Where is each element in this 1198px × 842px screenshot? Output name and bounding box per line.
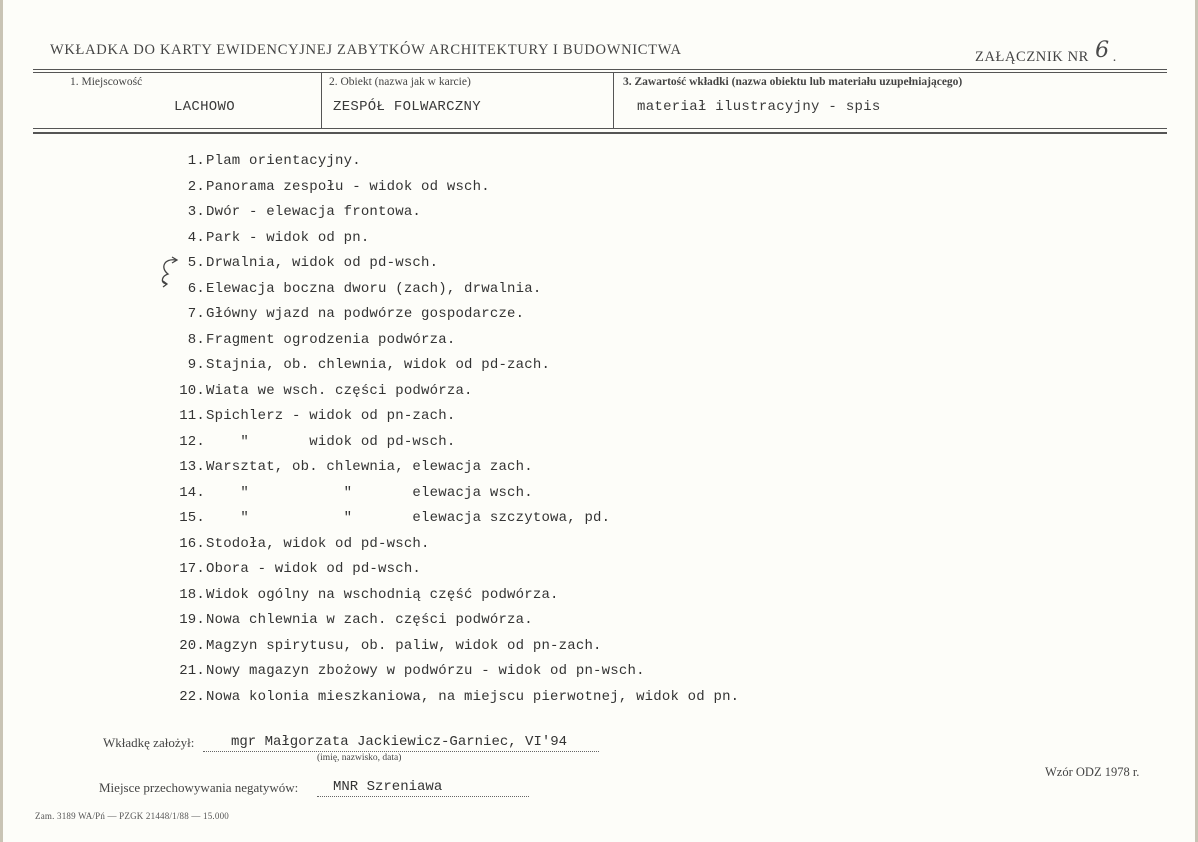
author-hint: (imię, nazwisko, data) bbox=[317, 753, 402, 763]
list-item: 6.Elewacja boczna dworu (zach), drwalnia. bbox=[187, 280, 542, 297]
list-item: 3.Dwór - elewacja frontowa. bbox=[187, 204, 422, 220]
list-item: 13.Warsztat, ob. chlewnia, elewacja zach. bbox=[179, 459, 533, 475]
swap-order-mark-icon bbox=[154, 254, 184, 294]
list-item: 18.Widok ogólny na wschodnią część podwórza. bbox=[179, 586, 559, 603]
annex-label bbox=[975, 38, 1117, 67]
content-value: materiał ilustracyjny - spis bbox=[637, 99, 881, 115]
annex-label-text: ZAŁĄCZNIK NR bbox=[975, 49, 1089, 65]
negatives-dotted-line bbox=[317, 796, 529, 797]
list-item: 11.Spichlerz - widok od pn-zach. bbox=[179, 408, 456, 424]
list-item: 8.Fragment ogrodzenia podwórza. bbox=[187, 331, 456, 348]
list-item: 17.Obora - widok od pd-wsch. bbox=[179, 561, 422, 577]
list-item: 14. " " elewacja wsch. bbox=[179, 484, 533, 501]
print-info: Zam. 3189 WA/Pń — PZGK 21448/1/88 — 15.000 bbox=[35, 811, 229, 821]
content-label: 3. Zawartość wkładki (nazwa obiektu lub materiału uzupełniającego) bbox=[623, 76, 963, 88]
list-item: 21.Nowy magazyn zbożowy w podwórzu - widok od pn-wsch. bbox=[179, 663, 645, 679]
illustration-list bbox=[165, 149, 739, 710]
place-label: 1. Miejscowość bbox=[70, 76, 143, 88]
list-item: 5.Drwalnia, widok od pd-wsch. bbox=[187, 255, 439, 271]
list-item: 20.Magzyn spirytusu, ob. paliw, widok od pn-zach. bbox=[179, 637, 602, 654]
field-divider-2 bbox=[613, 73, 614, 128]
list-item: 10.Wiata we wsch. części podwórza. bbox=[179, 382, 473, 399]
list-item: 16.Stodoła, widok od pd-wsch. bbox=[179, 535, 430, 552]
list-item: 12. " widok od pd-wsch. bbox=[179, 433, 456, 450]
object-label: 2. Obiekt (nazwa jak w karcie) bbox=[329, 76, 471, 88]
fields-rule-upper bbox=[33, 128, 1167, 129]
field-divider-1 bbox=[321, 73, 322, 128]
negatives-label: Miejsce przechowywania negatywów: bbox=[99, 780, 299, 795]
place-value: LACHOWO bbox=[174, 99, 235, 115]
list-item: 22.Nowa kolonia mieszkaniowa, na miejscu pierwotnej, widok od pn. bbox=[179, 688, 740, 705]
header-rule-upper bbox=[33, 69, 1167, 70]
author-label: Wkładkę założył: bbox=[103, 735, 195, 750]
negatives-value: MNR Szreniawa bbox=[333, 779, 443, 795]
list-item: 4.Park - widok od pn. bbox=[187, 229, 370, 246]
annex-number: 6 bbox=[1095, 38, 1110, 63]
header-rule-lower bbox=[33, 72, 1167, 73]
fields-rule-lower bbox=[33, 132, 1167, 134]
list-item: 1.Plam orientacyjny. bbox=[187, 153, 361, 169]
list-item: 15. " " elewacja szczytowa, pd. bbox=[179, 510, 611, 526]
annex-number-dot: . bbox=[1112, 50, 1117, 65]
author-value: mgr Małgorzata Jackiewicz-Garniec, VI'94 bbox=[231, 734, 568, 750]
object-value: ZESPÓŁ FOLWARCZNY bbox=[333, 99, 481, 115]
list-item: 9.Stajnia, ob. chlewnia, widok od pd-zach. bbox=[187, 357, 551, 373]
form-pattern-label: Wzór ODZ 1978 r. bbox=[1045, 765, 1140, 779]
list-item: 2.Panorama zespołu - widok od wsch. bbox=[187, 178, 490, 195]
list-item: 7.Główny wjazd na podwórze gospodarcze. bbox=[187, 306, 525, 322]
list-item: 19.Nowa chlewnia w zach. części podwórza. bbox=[179, 612, 533, 628]
author-dotted-line bbox=[203, 751, 599, 752]
card-title: WKŁADKA DO KARTY EWIDENCYJNEJ ZABYTKÓW ARCHITEKTURY I BUDOWNICTWA bbox=[50, 42, 682, 58]
